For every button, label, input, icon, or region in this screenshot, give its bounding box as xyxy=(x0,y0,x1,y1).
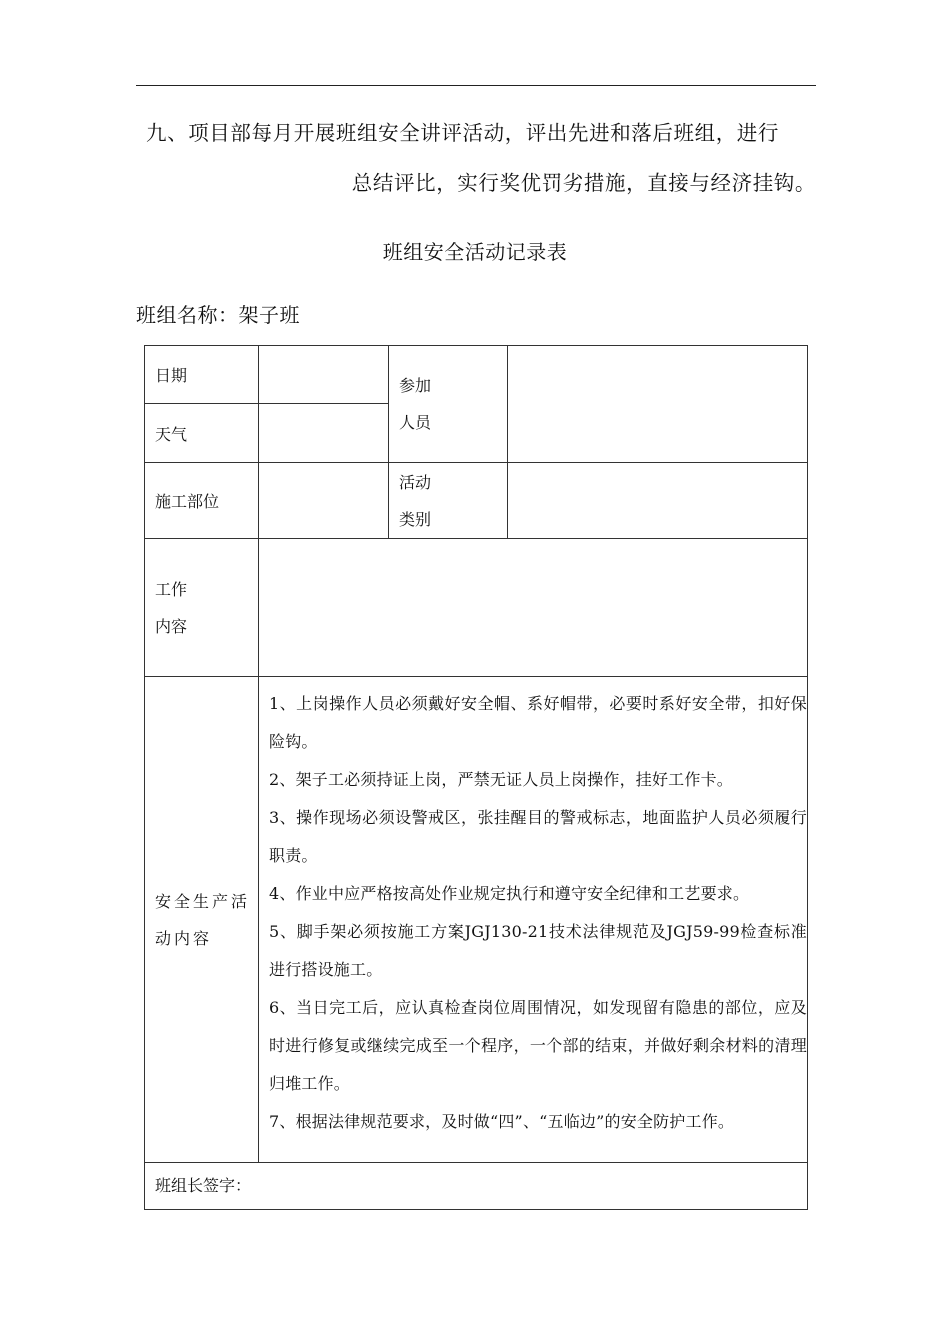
form-title: 班组安全活动记录表 xyxy=(382,240,568,264)
leader-signature-label: 班组长签字： xyxy=(155,1176,252,1195)
leader-signature-cell[interactable] xyxy=(145,1163,808,1210)
date-label: 日期 xyxy=(155,366,188,385)
safety-item: 2、架子工必须持证上岗，严禁无证人员上岗操作，挂好工作卡。 xyxy=(269,770,733,789)
safety-label: 安全生产活动内容 xyxy=(155,891,251,948)
activity-type-label-2: 类别 xyxy=(399,509,432,529)
weather-label: 天气 xyxy=(155,424,188,444)
safety-label-cell xyxy=(145,677,259,1163)
safety-content-cell xyxy=(259,677,808,1163)
weather-value-cell[interactable] xyxy=(259,404,389,463)
paragraph-line-1: 九、项目部每月开展班组安全讲评活动，评出先进和落后班组，进行 xyxy=(146,121,779,145)
activity-type-value-cell[interactable] xyxy=(508,463,808,539)
safety-item: 7、根据法律规范要求，及时做“四”、“五临边”的安全防护工作。 xyxy=(269,1112,735,1131)
safety-item: 4、作业中应严格按高处作业规定执行和遵守安全纪律和工艺要求。 xyxy=(269,884,750,903)
participants-label-2: 人员 xyxy=(399,413,432,432)
team-name: 班组名称：架子班 xyxy=(136,303,300,327)
date-label-cell xyxy=(145,346,259,404)
site-label-cell xyxy=(145,463,259,539)
safety-item: 6、当日完工后，应认真检查岗位周围情况，如发现留有隐患的部位，应及时进行修复或继续完成至一个程序，一个部的结束，并做好剩余材料的清理归堆工作。 xyxy=(269,998,807,1093)
safety-item: 5、脚手架必须按施工方案JGJ130-21技术法律规范及JGJ59-99检查标准进行搭设施工。 xyxy=(269,922,807,979)
safety-item: 3、操作现场必须设警戒区，张挂醒目的警戒标志，地面监护人员必须履行职责。 xyxy=(269,808,807,865)
site-value-cell[interactable] xyxy=(259,463,389,539)
header-rule xyxy=(136,85,816,86)
participants-value-cell[interactable] xyxy=(508,346,808,463)
work-content-label-2: 内容 xyxy=(155,616,188,636)
work-content-value-cell[interactable] xyxy=(259,539,808,677)
safety-item: 1、上岗操作人员必须戴好安全帽、系好帽带，必要时系好安全带，扣好保险钩。 xyxy=(269,694,807,751)
participants-label-cell xyxy=(389,346,508,463)
work-content-label-cell xyxy=(145,539,259,677)
date-value-cell[interactable] xyxy=(259,346,389,404)
paragraph-line-2: 总结评比，实行奖优罚劣措施，直接与经济挂钩。 xyxy=(351,171,816,195)
weather-label-cell xyxy=(145,404,259,463)
work-content-label-1: 工作 xyxy=(155,579,188,599)
participants-label-1: 参加 xyxy=(399,376,432,395)
activity-type-label-1: 活动 xyxy=(399,472,432,492)
site-label: 施工部位 xyxy=(155,492,220,511)
activity-type-label-cell xyxy=(389,463,508,539)
activity-record-table xyxy=(144,345,808,1210)
